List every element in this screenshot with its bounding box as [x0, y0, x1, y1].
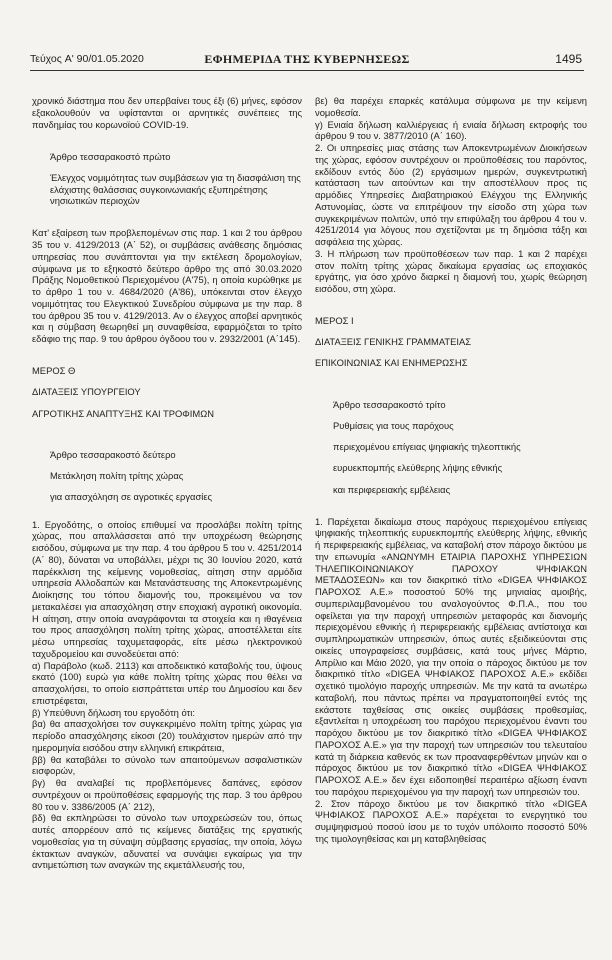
part-heading: ΜΕΡΟΣ Θ	[32, 365, 76, 377]
article-number: Άρθρο τεσσαρακοστό δεύτερο	[50, 449, 176, 461]
paragraph: 3. Η πλήρωση των προϋποθέσεων των παρ. 1 και 2 παρέχει στον πολίτη τρίτης χώρας δικαίωμα εργασίας ως εποχιακός εργάτης, για όσο χρόνο διαρκεί η διαμονή του, χωρίς θεώρηση εισόδου, στη χώρα.	[315, 247, 587, 294]
part-heading: ΜΕΡΟΣ Ι	[315, 315, 354, 327]
part-heading: ΕΠΙΚΟΙΝΩΝΙΑΣ ΚΑΙ ΕΝΗΜΕΡΩΣΗΣ	[315, 357, 468, 369]
article-title: Ρυθμίσεις για τους παρόχους	[333, 420, 454, 432]
paragraph: 2. Στον πάροχο δικτύου με τον διακριτικό τίτλο «DIGEA ΨΗΦΙΑΚΟΣ ΠΑΡΟΧΟΣ Α.Ε.» παρέχεται το ενεργητικό του συμψηφισμού ποσού ίσου με το τυχόν υπόλοιπο ποσοστό 50% της τιμολογηθείσας και μη καταβληθείσας	[315, 797, 587, 844]
paragraph: ββ) θα καταβάλει το σύνολο των απαιτούμενων ασφαλιστικών εισφορών,	[32, 753, 302, 777]
paragraph: βα) θα απασχολήσει τον συγκεκριμένο πολίτη τρίτης χώρας για περίοδο απασχόλησης είκοσι (20) τουλάχιστον ημερών από την ημερομηνία εισόδου στην ελληνική επικράτεια,	[32, 718, 302, 753]
paragraph: α) Παράβολο (κωδ. 2113) και αποδεικτικό καταβολής του, ύψους εκατό (100) ευρώ για κάθε πολίτη τρίτης χώρας που θέλει να απασχολήσει, το οποίο εισπράττεται υπέρ του Δημοσίου και δεν επιστρέφεται,	[32, 659, 302, 706]
page-header	[30, 52, 584, 71]
paragraph: βδ) θα εκπληρώσει το σύνολο των υποχρεώσεών του, όπως αυτές απορρέουν από τις κείμενες διατάξεις της εργατικής νομοθεσίας για τη σύναψη σύμβασης εργασίας, την οποία, λόγω έκτακτων αναγκών, αδυνατεί να συνάψει εγκαίρως για την αντιμετώπιση των αναγκών της εκμετάλλευσής του,	[32, 812, 302, 871]
left-column	[32, 95, 302, 952]
part-heading: ΔΙΑΤΑΞΕΙΣ ΥΠΟΥΡΓΕΙΟΥ	[32, 386, 141, 398]
right-column	[315, 95, 587, 952]
paragraph: β) Υπεύθυνη δήλωση του εργοδότη ότι:	[32, 706, 195, 718]
page-number: 1495	[555, 52, 582, 66]
article-title: Έλεγχος νομιμότητας των συμβάσεων για τη διασφάλιση της ελάχιστης θαλάσσιας συγκοινωνιακής εξυπηρέτησης νησιωτικών περιοχών	[50, 171, 301, 207]
article-title: και περιφερειακής εμβέλειας	[333, 483, 451, 495]
paragraph: γ) Ενιαία δήλωση καλλιέργειας ή ενιαία δήλωση εκτροφής του άρθρου 9 του ν. 3877/2010 (Α΄ 160).	[315, 118, 587, 142]
part-heading: ΑΓΡΟΤΙΚΗΣ ΑΝΑΠΤΥΞΗΣ ΚΑΙ ΤΡΟΦΙΜΩΝ	[32, 407, 214, 419]
paragraph: 1. Παρέχεται δικαίωμα στους παρόχους περιεχομένου επίγειας ψηφιακής τηλεοπτικής ευρυεκπομπής ελεύθερης λήψης, εθνικής ή περιφερειακής εμβέλειας, να καταβολή στον πάροχο δικτύου με την επωνυμία «ΑΝΩΝΥΜΗ ΕΤΑΙΡΙΑ ΠΑΡΟΧΗΣ ΥΠΗΡΕΣΙΩΝ ΤΗΛΕΠΙΚΟΙΝΩΝΙΑΚΟΥ ΠΑΡΟΧΟΥ ΨΗΦΙΑΚΩΝ ΜΕΤΑΔΟΣΕΩΝ» και τον διακριτικό τίτλο «DIGEA ΨΗΦΙΑΚΟΣ ΠΑΡΟΧΟΣ Α.Ε.» ποσοστού 50% της μηνιαίας αμοιβής, συμπεριλαμβανομένου του αναλογούντος Φ.Π.Α., που του οφείλεται για την παροχή υπηρεσιών μεταφοράς και διανομής περιεχομένου εθνικής ή περιφερειακής εμβέλειας αντίστοιχα και συμπληρωματικών υπηρεσιών, όπως αυτές εξειδικεύονται στις οικείες υπογραφείσες συμβάσεις, κατά τους μήνες Μάρτιο, Απρίλιο και Μάιο 2020, για την οποία ο πάροχος δικτύου με τον διακριτικό τίτλο «DIGEA ΨΗΦΙΑΚΟΣ ΠΑΡΟΧΟΣ Α.Ε.» εκδίδει σχετικό τιμολόγιο παροχής υπηρεσιών. Με την κατά τα ανωτέρω καταβολή, που πάντως πρέπει να πραγματοποιηθεί εντός της εκάστοτε ταχθείσας στις οικείες συμβάσεις προθεσμίας, εξαντλείται η υποχρέωση του παρόχου περιεχομένου έναντι του παρόχου δικτύου με τον διακριτικό τίτλο «DIGEA ΨΗΦΙΑΚΟΣ ΠΑΡΟΧΟΣ Α.Ε.» για την παροχή των υπηρεσιών του τελευταίου κατά τη διάρκεια καθενός εκ των προαναφερθέντων μηνών και ο πάροχος δικτύου με τον διακριτικό τίτλο «DIGEA ΨΗΦΙΑΚΟΣ ΠΑΡΟΧΟΣ Α.Ε.» δεν έχει ειδοποιηθεί περαιτέρω αξίωση έναντι του παρόχου περιεχομένου για την παροχή των υπηρεσιών του.	[315, 515, 587, 797]
article-title: Μετάκληση πολίτη τρίτης χώρας	[50, 470, 184, 482]
article-title: ευρυεκπομπής ελεύθερης λήψης εθνικής	[333, 462, 503, 474]
paragraph: Κατ' εξαίρεση των προβλεπομένων στις παρ. 1 και 2 του άρθρου 35 του ν. 4129/2013 (Α΄ 52), οι συμβάσεις ανάθεσης δημόσιας υπηρεσίας που συνάπτονται για την εκτέλεση δρομολογίων, σύμφωνα με το εξηκοστό δεύτερο άρθρο της από 30.03.2020 Πράξης Νομοθετικού Περιεχομένου (Α'75), η οποία κυρώθηκε με το άρθρο 1 του ν. 4684/2020 (Α'86), υπόκεινται στον έλεγχο νομιμότητας του Ελεγκτικού Συνεδρίου σύμφωνα με την παρ. 8 του άρθρου 35 του ν. 4129/2013. Αν ο έλεγχος αποβεί αρνητικός και η σύμβαση θεωρηθεί μη συναφθείσα, εφαρμόζεται το τρίτο εδάφιο της παρ. 9 του άρθρου όγδοου του ν. 2932/2001 (Α΄145).	[32, 227, 302, 345]
article-title: περιεχομένου επίγειας ψηφιακής τηλεοπτικής	[333, 441, 521, 453]
paragraph: χρονικό διάστημα που δεν υπερβαίνει τους έξι (6) μήνες, εφόσον εξακολουθούν να υφίστανται οι αρνητικές συνέπειες της πανδημίας του κορωνοϊού COVID-19.	[32, 95, 302, 130]
paragraph: 1. Εργοδότης, ο οποίος επιθυμεί να προσλάβει πολίτη τρίτης χώρας, που απαλλάσσεται από την υποχρέωση θεώρησης εισόδου, σύμφωνα με την παρ. 4 του άρθρου 5 του ν. 4251/2014 (Α΄ 80), δύναται να υποβάλλει, μέχρι τις 30 Ιουνίου 2020, κατά παρέκκλιση της κείμενης νομοθεσίας, αίτηση στην αρμόδια υπηρεσία Αλλοδαπών και Μετανάστευσης της Αποκεντρωμένης Διοίκησης του τόπου διαμονής του, προκειμένου να τον μετακαλέσει για απασχόληση στην εποχιακή αγροτική οικονομία. Η αίτηση, στην οποία αναγράφονται τα στοιχεία και η ιθαγένεια του προς απασχόληση πολίτη τρίτης χώρας, αποστέλλεται είτε μέσω υπηρεσίας ταχυμεταφοράς, είτε μέσω ηλεκτρονικού ταχυδρομείου και συνοδεύεται από:	[32, 518, 302, 659]
article-title: για απασχόληση σε αγροτικές εργασίες	[50, 491, 213, 503]
paragraph: βε) θα παρέχει επαρκές κατάλυμα σύμφωνα με την κείμενη νομοθεσία.	[315, 95, 587, 118]
gazette-title: ΕΦΗΜΕΡΙΔΑ ΤΗΣ ΚΥΒΕΡΝΗΣΕΩΣ	[204, 52, 410, 66]
part-heading: ΔΙΑΤΑΞΕΙΣ ΓΕΝΙΚΗΣ ΓΡΑΜΜΑΤΕΙΑΣ	[315, 336, 472, 348]
article-number: Άρθρο τεσσαρακοστό τρίτο	[333, 398, 446, 410]
paragraph: βγ) θα αναλαβεί τις προβλεπόμενες δαπάνες, εφόσον συντρέχουν οι προϋποθέσεις εφαρμογής της παρ. 3 του άρθρου 80 του ν. 3386/2005 (Α΄ 212),	[32, 777, 302, 812]
paragraph: 2. Οι υπηρεσίες μιας στάσης των Αποκεντρωμένων Διοικήσεων της χώρας, εφόσον συντρέχουν οι προϋποθέσεις του παρόντος, εκδίδουν εντός δύο (2) εργάσιμων ημερών, συγκεντρωτική κατάσταση των αιτούντων και την αποστέλλουν προς τις αρμόδιες Υπηρεσίες Διαβατηριακού Ελέγχου της Ελληνικής Αστυνομίας, ώστε να επιτρέψουν την είσοδο στη χώρα των συγκεκριμένων πολιτών, υπό την επιφύλαξη του άρθρου 4 του ν. 4251/2014 για λόγους που σχετίζονται με τη δημόσια τάξη και ασφάλεια της χώρας.	[315, 142, 587, 247]
article-number: Άρθρο τεσσαρακοστό πρώτο	[50, 150, 171, 162]
issue-label: Τεύχος A' 90/01.05.2020	[30, 53, 144, 65]
